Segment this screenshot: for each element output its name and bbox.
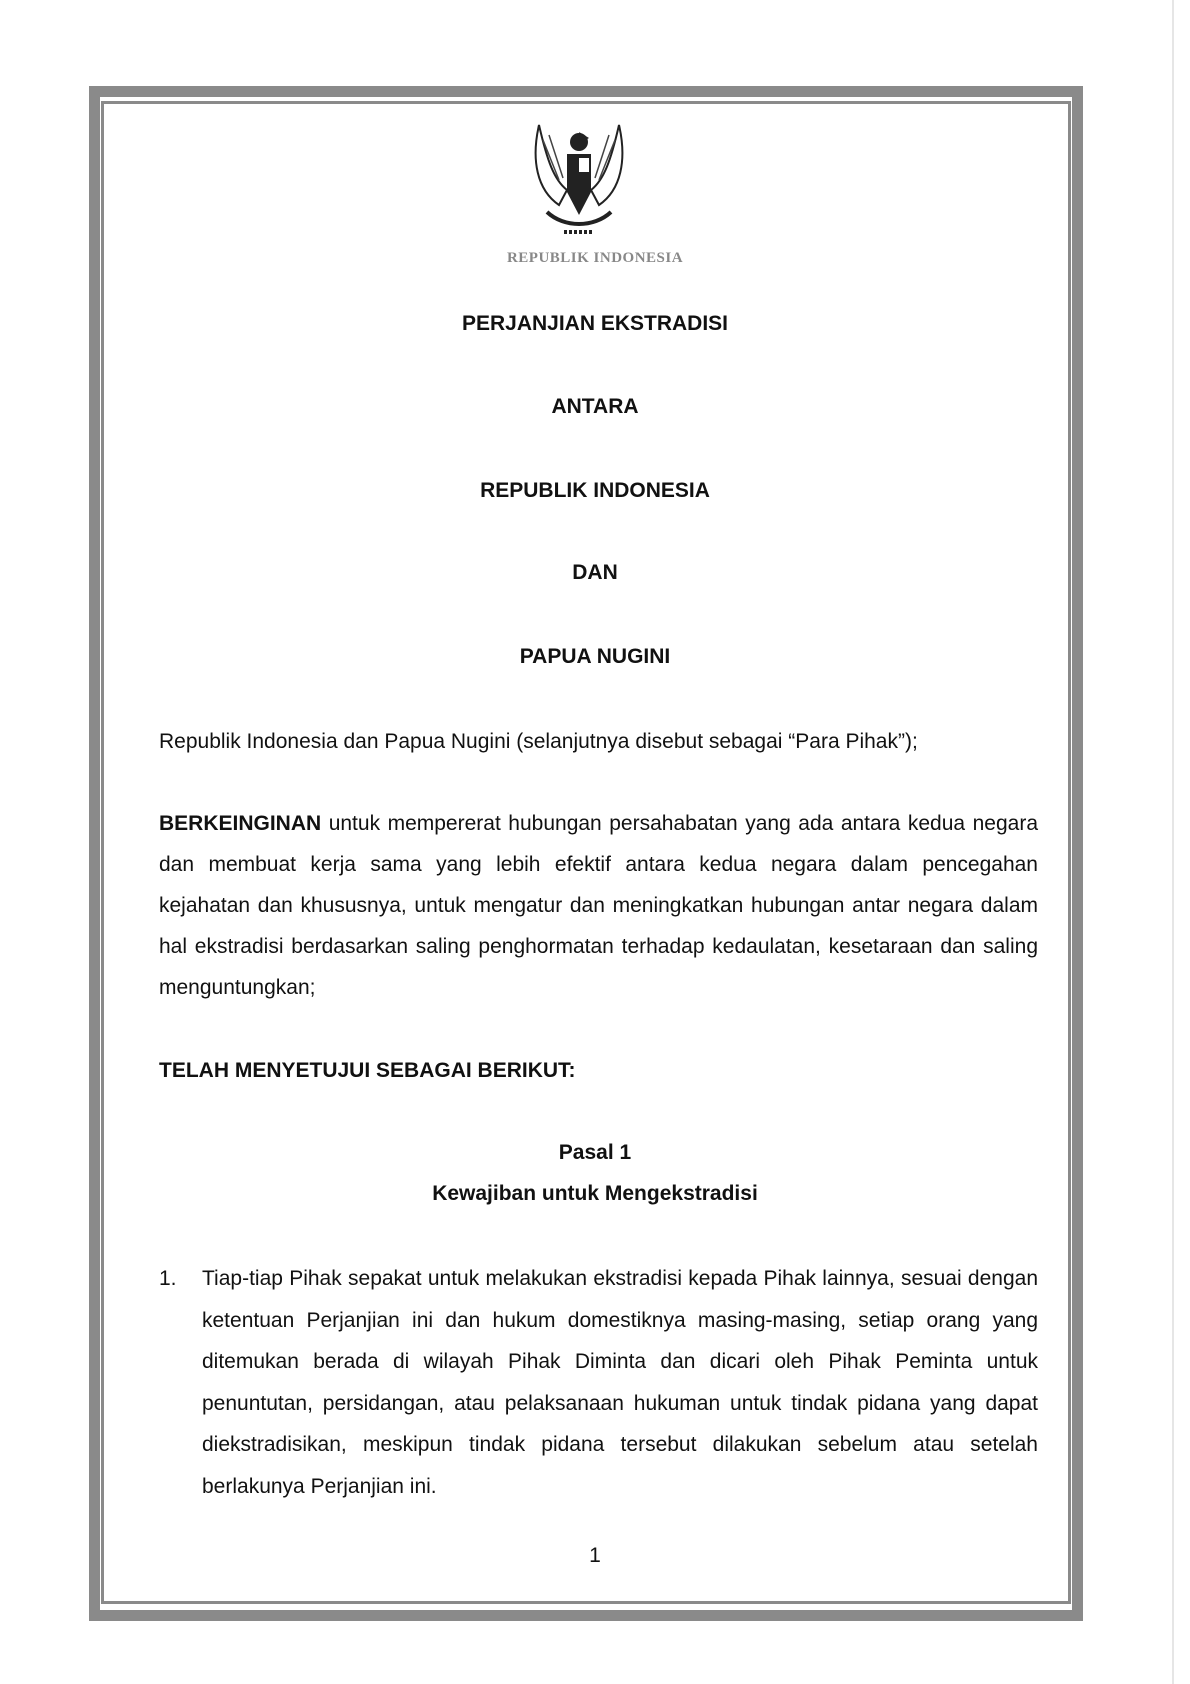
article-title: Kewajiban untuk Mengekstradisi	[432, 1182, 758, 1205]
document-title: PERJANJIAN EKSTRADISI	[461, 312, 729, 335]
recital-paragraph	[159, 803, 1038, 1008]
page-number: 1	[589, 1544, 601, 1567]
recital-lead: BERKEINGINAN	[159, 812, 322, 835]
article-number: Pasal 1	[558, 1141, 632, 1164]
recital-text: untuk mempererat hubungan persahabatan yang ada antara kedua negara dan membuat kerja sama yang lebih efektif antara kedua negara dalam pencegahan kejahatan dan khususnya, untuk mengatur dan meningkatkan hubungan antar negara dalam hal ekstradisi berdasarkan saling penghormatan terhadap kedaulatan, kesetaraan dan saling menguntungkan;	[159, 812, 1038, 999]
title-dan: DAN	[572, 561, 618, 584]
list-item-text: Tiap-tiap Pihak sepakat untuk melakukan ekstradisi kepada Pihak lainnya, sesuai dengan ketentuan Perjanjian ini dan hukum domestiknya masing-masing, setiap orang yang ditemukan berada di wilayah Pihak Diminta dan dicari oleh Pihak Peminta untuk penuntutan, persidangan, atau pelaksanaan hukuman untuk tindak pidana yang dapat diekstradisikan, meskipun tindak pidana tersebut dilakukan sebelum atau setelah berlakunya Perjanjian ini.	[202, 1267, 1038, 1498]
garuda-emblem-icon	[529, 120, 629, 244]
title-party-2: PAPUA NUGINI	[519, 645, 671, 668]
agreed-heading: TELAH MENYETUJUI SEBAGAI BERIKUT:	[159, 1059, 576, 1082]
intro-paragraph: Republik Indonesia dan Papua Nugini (selanjutnya disebut sebagai “Para Pihak”);	[159, 730, 918, 753]
title-antara: ANTARA	[551, 395, 639, 418]
emblem-caption: REPUBLIK INDONESIA	[506, 250, 684, 266]
list-item-number: 1.	[159, 1267, 177, 1290]
title-party-1: REPUBLIK INDONESIA	[480, 479, 710, 502]
